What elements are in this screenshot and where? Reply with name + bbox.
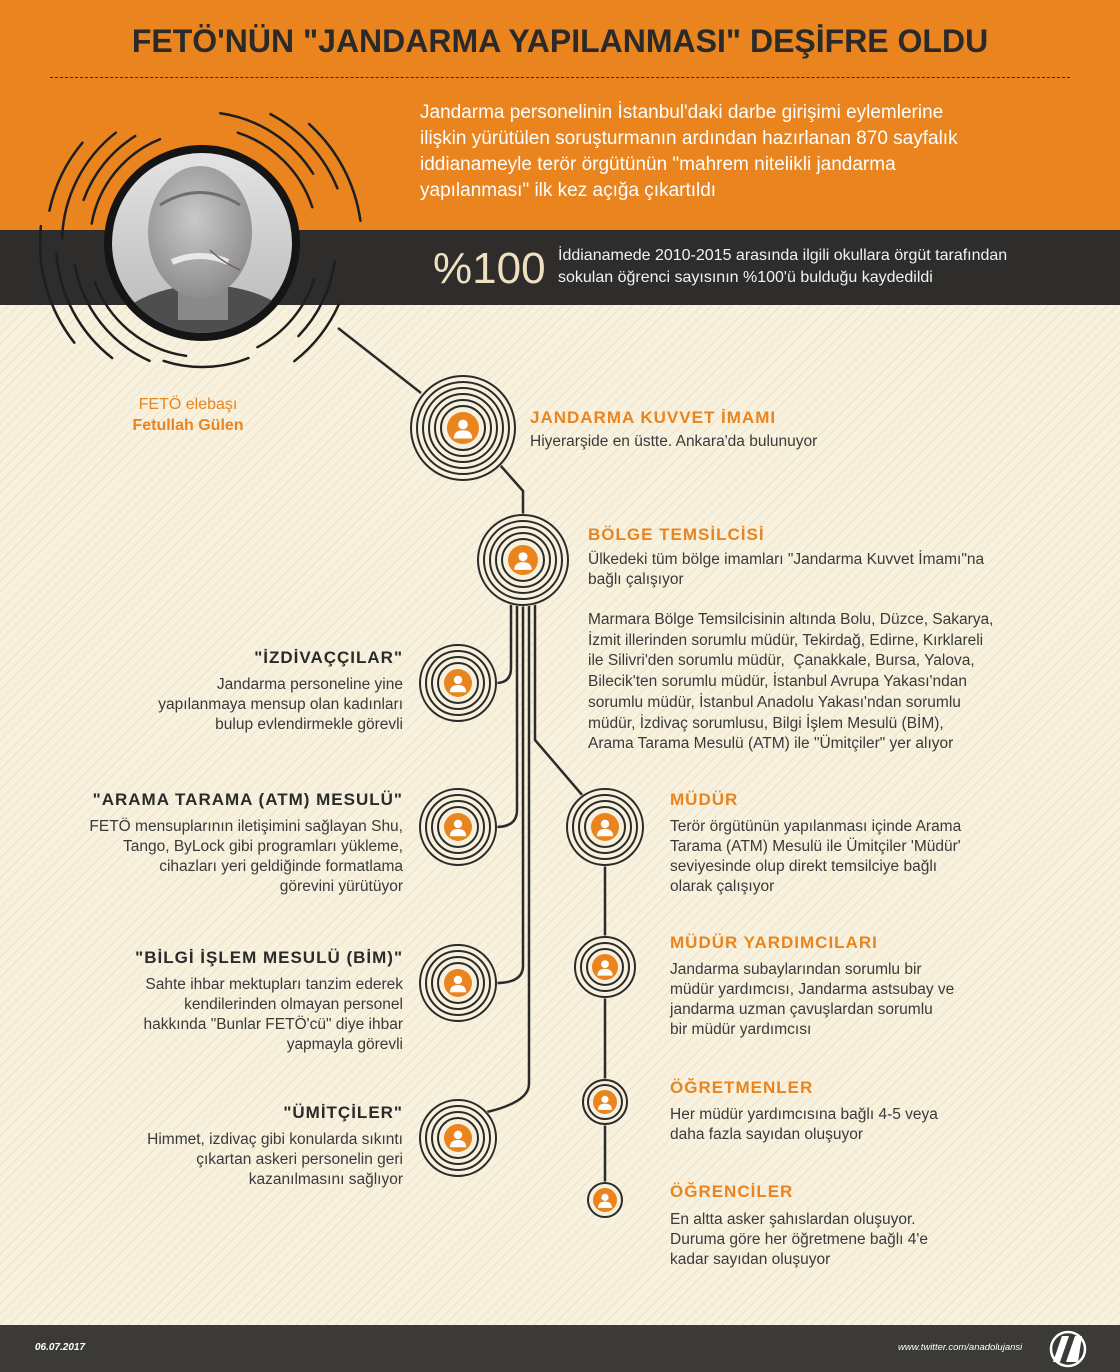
line-to-izdivaccilar (496, 603, 511, 683)
description-line: Tarama (ATM) Mesulü ile Ümitçiler 'Müdür' (670, 838, 961, 855)
wave-arc (40, 226, 74, 343)
intro-line: Jandarma personelinin İstanbul'daki darbe girişimi eylemlerine (420, 102, 944, 123)
description-line: olarak çalışıyor (670, 878, 775, 895)
description-line: hakkında "Bunlar FETÖ'cü" diye ihbar (143, 1016, 403, 1033)
description-line: FETÖ mensuplarının iletişimini sağlayan Shu, (89, 818, 403, 835)
mudur-description (670, 817, 961, 897)
person-head-icon (601, 1096, 608, 1103)
page-title: FETÖ'NÜN "JANDARMA YAPILANMASI" DEŞİFRE OLDU (131, 23, 989, 59)
description-line: Jandarma personeline yine (216, 676, 403, 693)
description-line: kadar sayıdan oluşuyor (670, 1251, 831, 1268)
node-mudur-yardimcilari (574, 936, 637, 999)
detail-line: sorumlu müdür, İstanbul Anadolu Yakası'ndan sorumlu (588, 693, 961, 711)
leader-caption (98, 394, 278, 436)
description-line: Tango, ByLock gibi programları yükleme, (123, 838, 403, 855)
description-line: daha fazla sayıdan oluşuyor (670, 1126, 864, 1143)
node-kuvvet-imami (410, 375, 517, 482)
aa-logo-right-stroke (1066, 1336, 1082, 1362)
intro-line: yapılanması" ilk kez açığa çıkartıldı (420, 180, 717, 201)
aa-logo-left-stroke (1053, 1336, 1069, 1362)
description-line: yapılanmaya mensup olan kadınları (158, 696, 403, 713)
wave-arc (309, 124, 360, 221)
detail-line: Marmara Bölge Temsilcisinin altında Bolu, Düzce, Sakarya, (588, 611, 994, 628)
izdivaccilar-description (158, 675, 403, 735)
umitciler-title: "ÜMİTÇİLER" (283, 1103, 403, 1122)
kuvvet-imami-title: JANDARMA KUVVET İMAMI (530, 408, 777, 427)
stat-value: %100 (433, 244, 546, 293)
description-line: Himmet, izdivaç gibi konularda sıkıntı (147, 1131, 403, 1148)
detail-line: Arama Tarama Mesulü (ATM) ile "Ümitçiler" yer alıyor (588, 735, 954, 753)
bim-title: "BİLGİ İŞLEM MESULÜ (BİM)" (135, 948, 403, 967)
mudur-yardimcilari-description (670, 960, 954, 1040)
footer-date: 06.07.2017 (35, 1342, 86, 1353)
bolge-temsilcisi-title: BÖLGE TEMSİLCİSİ (588, 525, 765, 544)
atm-title: "ARAMA TARAMA (ATM) MESULÜ" (92, 790, 403, 809)
detail-line: İzmit illerinden sorumlu müdür, Tekirdağ, Edirne, Kırklareli (588, 631, 984, 649)
kuvvet-imami-description (530, 432, 817, 452)
line-leader-to-kuvvet-imami (338, 328, 421, 393)
ogrenciler-description (670, 1210, 928, 1270)
wave-arc (298, 262, 334, 337)
bolge-temsilcisi-description (588, 550, 984, 590)
detail-line: müdür, İzdivaç sorumlusu, Bilgi İşlem Mesulü (BİM), (588, 714, 944, 732)
mudur-title: MÜDÜR (670, 790, 739, 809)
node-umitciler (419, 1099, 498, 1178)
description-line: bağlı çalışıyor (588, 571, 684, 588)
person-head-icon (458, 420, 468, 430)
intro-line: ilişkin yürütülen soruşturmanın ardından hazırlanan 870 sayfalık (420, 128, 958, 149)
person-head-icon (454, 976, 462, 984)
person-head-icon (601, 960, 609, 968)
node-mudur (566, 788, 645, 867)
description-line: bulup evlendirmekle görevli (215, 716, 403, 733)
description-line: kendilerinden olmayan personel (184, 996, 403, 1013)
node-atm (419, 788, 498, 867)
stat-line: sokulan öğrenci sayısının %100'ü bulduğu kaydedildi (558, 269, 933, 286)
footer-source-link[interactable]: www.twitter.com/anadolujansi (898, 1342, 1023, 1353)
wave-arc (271, 114, 338, 188)
wave-arc (164, 358, 249, 367)
description-line: Ülkedeki tüm bölge imamları "Jandarma Kuvvet İmamı"na (588, 551, 985, 568)
line-to-atm (496, 603, 517, 827)
line-to-bim (496, 605, 523, 983)
description-line: Duruma göre her öğretmene bağlı 4'e (670, 1231, 928, 1248)
description-line: Jandarma subaylarından sorumlu bir (670, 961, 922, 978)
intro-line: iddianameyle terör örgütünün "mahrem nitelikli jandarma (420, 154, 896, 175)
node-ogrenciler (587, 1182, 624, 1219)
description-line: müdür yardımcısı, Jandarma astsubay ve (670, 981, 955, 998)
description-line: Sahte ihbar mektupları tanzim ederek (145, 976, 403, 993)
person-head-icon (601, 820, 609, 828)
node-bim (419, 944, 498, 1023)
wave-arc (56, 253, 112, 358)
mudur-yardimcilari-title: MÜDÜR YARDIMCILARI (670, 933, 878, 952)
description-line: yapmayla görevli (286, 1036, 403, 1053)
person-head-icon (454, 820, 462, 828)
person-head-icon (454, 676, 462, 684)
description-line: Terör örgütünün yapılanması içinde Arama (670, 818, 962, 835)
atm-description (89, 817, 403, 897)
umitciler-description (147, 1130, 403, 1190)
stat-description (558, 245, 1007, 289)
description-line: Hiyerarşide en üstte. Ankara'da bulunuyor (530, 433, 818, 450)
detail-line: Bilecik'ten sorumlu müdür, İstanbul Avrupa Yakası'ndan (588, 673, 968, 691)
description-line: bir müdür yardımcısı (670, 1021, 812, 1038)
description-line: seviyesinde olup direkt temsilciye bağlı (670, 858, 938, 875)
detail-line: ile Silivri'den sorumlu müdür, Çanakkale, Bursa, Yalova, (588, 652, 975, 670)
description-line: Her müdür yardımcısına bağlı 4-5 veya (670, 1106, 938, 1123)
bolge-temsilcisi-detail (588, 610, 993, 755)
node-bolge-temsilcisi (477, 514, 570, 607)
bim-description (143, 975, 403, 1055)
node-izdivaccilar (419, 644, 498, 723)
description-line: çıkartan askeri personelin geri (196, 1151, 403, 1168)
node-ogretmenler (582, 1079, 629, 1126)
description-line: kazanılmasını sağlıyor (248, 1171, 403, 1188)
person-head-icon (601, 1194, 608, 1201)
ogretmenler-title: ÖĞRETMENLER (670, 1078, 814, 1097)
intro-paragraph (420, 100, 1060, 204)
person-head-icon (454, 1131, 462, 1139)
description-line: görevini yürütüyor (279, 878, 403, 895)
person-head-icon (519, 552, 528, 561)
description-line: jandarma uzman çavuşlardan sorumlu (670, 1001, 933, 1018)
photo-face (148, 166, 252, 298)
description-line: cihazları yeri geldiğinde formatlama (159, 858, 403, 875)
ogrenciler-title: ÖĞRENCİLER (670, 1182, 794, 1201)
izdivaccilar-title: "İZDİVAÇÇILAR" (254, 648, 403, 667)
leader-name: Fetullah Gülen (132, 417, 244, 434)
ogretmenler-description (670, 1105, 938, 1145)
line-to-mudur (535, 603, 583, 796)
description-line: En altta asker şahıslardan oluşuyor. (670, 1211, 916, 1228)
aa-logo-icon (1051, 1332, 1085, 1366)
line-kuvvet-imami-to-bolge (500, 465, 523, 515)
leader-label: FETÖ elebaşı (138, 396, 238, 413)
stat-line: İddianamede 2010-2015 arasında ilgili okullara örgüt tarafından (558, 247, 1008, 264)
